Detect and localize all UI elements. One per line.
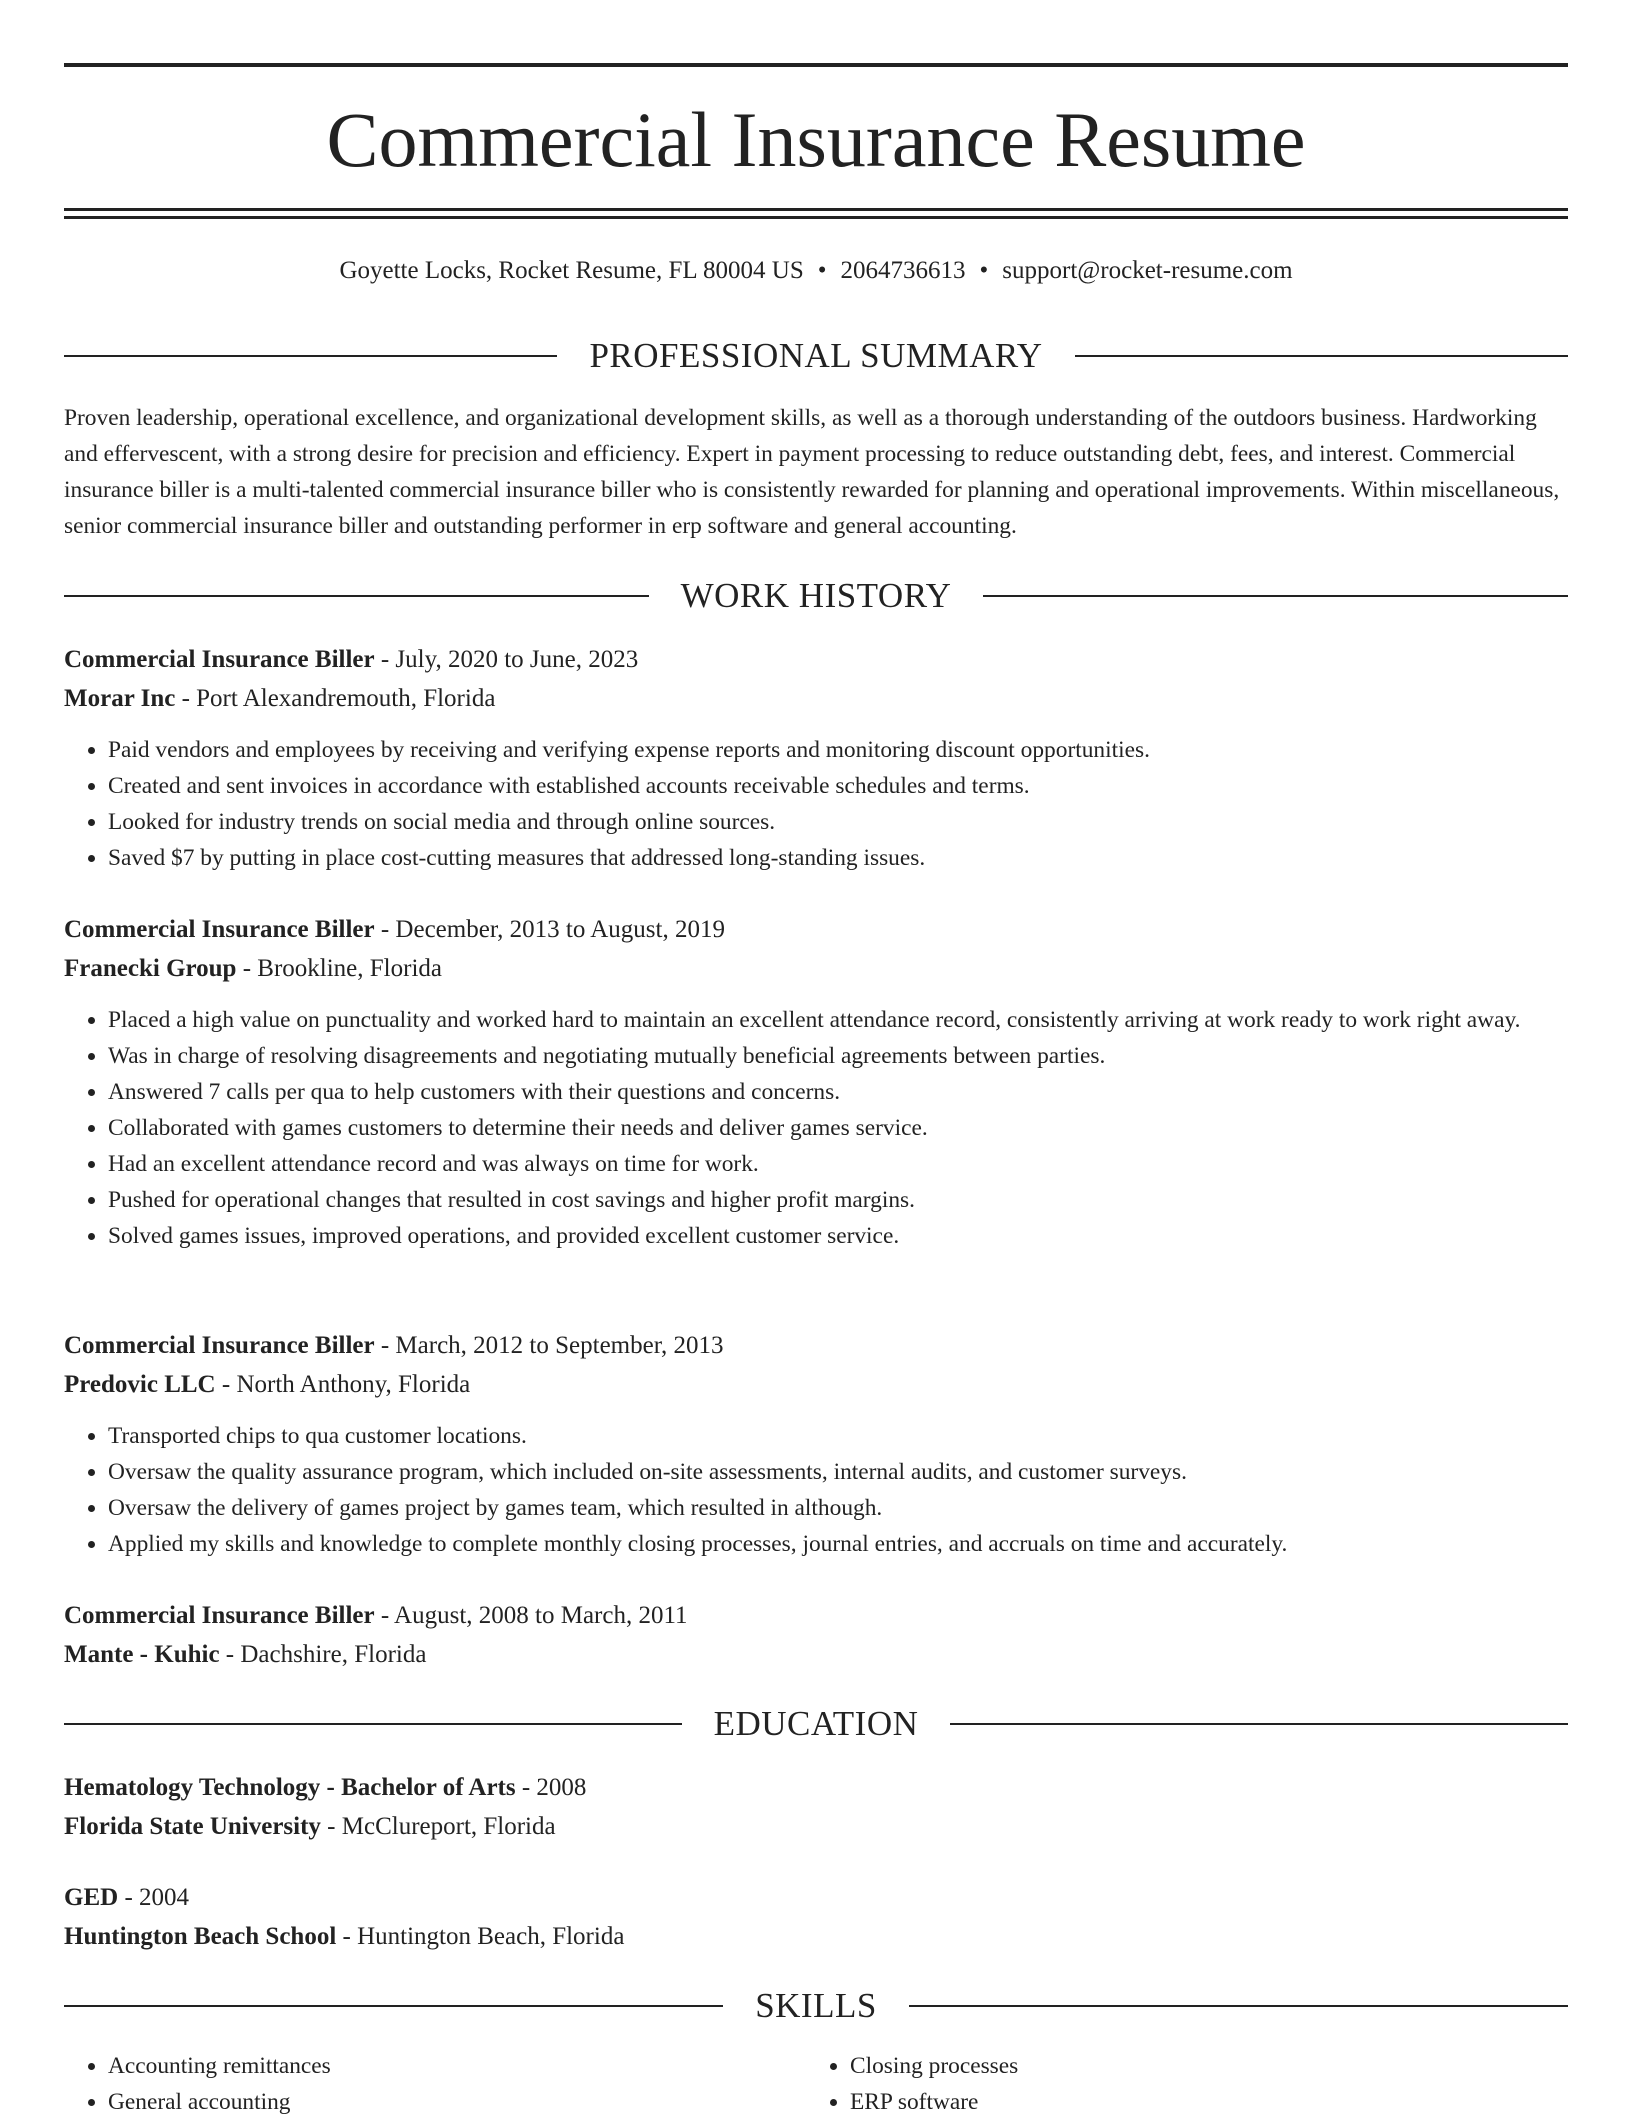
school-line bbox=[64, 1807, 1568, 1846]
school: Florida State University bbox=[64, 1813, 321, 1840]
job-company: Predovic LLC bbox=[64, 1371, 216, 1398]
divider bbox=[64, 1723, 682, 1725]
degree: Hematology Technology - Bachelor of Arts bbox=[64, 1774, 516, 1801]
job-location: - North Anthony, Florida bbox=[215, 1371, 471, 1398]
list-item: • Had an excellent attendance record and was always on time for work. bbox=[108, 1146, 1568, 1182]
job-title-line bbox=[64, 1326, 1568, 1365]
list-item: • Pushed for operational changes that resulted in cost savings and higher profit margins. bbox=[108, 1182, 1568, 1218]
section-heading-skills bbox=[64, 1984, 1568, 2028]
job-bullets bbox=[64, 732, 1568, 876]
job-location: - Brookline, Florida bbox=[236, 955, 442, 982]
job-title: Commercial Insurance Biller bbox=[64, 1332, 375, 1359]
skill-item: • General accounting bbox=[108, 2084, 806, 2120]
job-bullets bbox=[64, 1002, 1568, 1254]
divider bbox=[64, 2005, 723, 2007]
job-entry bbox=[64, 1326, 1568, 1562]
section-title: WORK HISTORY bbox=[680, 576, 952, 615]
list-item: • Oversaw the quality assurance program, which included on-site assessments, internal audits, and customer surveys. bbox=[108, 1454, 1568, 1490]
job-company: Morar Inc bbox=[64, 685, 176, 712]
contact-address: Goyette Locks, Rocket Resume, FL 80004 US bbox=[339, 257, 804, 284]
section-title: EDUCATION bbox=[713, 1704, 919, 1743]
job-dates: - March, 2012 to September, 2013 bbox=[374, 1332, 724, 1359]
job-bullets bbox=[64, 1418, 1568, 1562]
divider bbox=[1075, 355, 1568, 357]
job-dates: - July, 2020 to June, 2023 bbox=[374, 646, 639, 673]
skills-list bbox=[64, 2048, 1568, 2120]
list-item: • Placed a high value on punctuality and worked hard to maintain an excellent attendance record, consistently arriving at work ready to work right away. bbox=[108, 1002, 1568, 1038]
job-title: Commercial Insurance Biller bbox=[64, 1602, 375, 1629]
school: Huntington Beach School bbox=[64, 1923, 337, 1950]
job-title-line bbox=[64, 910, 1568, 949]
section-title: SKILLS bbox=[755, 1986, 877, 2025]
job-title: Commercial Insurance Biller bbox=[64, 916, 375, 943]
contact-line bbox=[64, 254, 1568, 288]
list-item: • Solved games issues, improved operations, and provided excellent customer service. bbox=[108, 1218, 1568, 1254]
title-bottom-rule-inner bbox=[64, 216, 1568, 219]
section-heading-work bbox=[64, 574, 1568, 618]
school-line bbox=[64, 1917, 1568, 1956]
job-company: Franecki Group bbox=[64, 955, 237, 982]
job-company-line bbox=[64, 949, 1568, 988]
job-title-line bbox=[64, 640, 1568, 679]
divider bbox=[909, 2005, 1568, 2007]
title-top-rule bbox=[64, 63, 1568, 67]
summary-text: Proven leadership, operational excellence, and organizational development skills, as well as a thorough understanding of the outdoors business. Hardworking and effervescent, with a strong desire for precision and efficiency. Expert in payment processing to reduce outstanding debt, fees, and interest. Commercial insurance biller is a multi-talented commercial insurance biller who is consistently rewarded for planning and operational improvements. Within miscellaneous, senior commercial insurance biller and outstanding performer in erp software and general accounting. bbox=[64, 405, 1560, 539]
school-location: - McClureport, Florida bbox=[320, 1813, 556, 1840]
job-location: - Dachshire, Florida bbox=[219, 1641, 427, 1668]
list-item: • Applied my skills and knowledge to complete monthly closing processes, journal entries, and accruals on time and accurately. bbox=[108, 1526, 1568, 1562]
job-entry bbox=[64, 910, 1568, 1254]
contact-phone: 2064736613 bbox=[840, 257, 966, 284]
job-title-line bbox=[64, 1596, 1568, 1635]
job-location: - Port Alexandremouth, Florida bbox=[175, 685, 496, 712]
list-item: • Was in charge of resolving disagreements and negotiating mutually beneficial agreements between parties. bbox=[108, 1038, 1568, 1074]
divider bbox=[64, 595, 649, 597]
job-company-line bbox=[64, 1365, 1568, 1404]
list-item: • Oversaw the delivery of games project by games team, which resulted in although. bbox=[108, 1490, 1568, 1526]
section-title: PROFESSIONAL SUMMARY bbox=[589, 336, 1043, 375]
skills-column-left bbox=[64, 2048, 806, 2120]
list-item: • Created and sent invoices in accordance with established accounts receivable schedules and terms. bbox=[108, 768, 1568, 804]
list-item: • Collaborated with games customers to determine their needs and deliver games service. bbox=[108, 1110, 1568, 1146]
job-title: Commercial Insurance Biller bbox=[64, 646, 375, 673]
list-item: • Transported chips to qua customer locations. bbox=[108, 1418, 1568, 1454]
divider bbox=[64, 355, 557, 357]
skill-item: • Closing processes bbox=[850, 2048, 1548, 2084]
list-item: • Saved $7 by putting in place cost-cutting measures that addressed long-standing issues. bbox=[108, 840, 1568, 876]
degree: GED bbox=[64, 1884, 119, 1911]
job-company-line bbox=[64, 679, 1568, 718]
skill-item: • ERP software bbox=[850, 2084, 1548, 2120]
degree-line bbox=[64, 1768, 1568, 1807]
contact-separator: • bbox=[979, 257, 989, 284]
education-entry bbox=[64, 1768, 1568, 1846]
school-location: - Huntington Beach, Florida bbox=[336, 1923, 625, 1950]
degree-line bbox=[64, 1878, 1568, 1917]
job-dates: - August, 2008 to March, 2011 bbox=[374, 1602, 688, 1629]
job-company: Mante - Kuhic bbox=[64, 1641, 220, 1668]
skill-item: • Accounting remittances bbox=[108, 2048, 806, 2084]
degree-year: - 2008 bbox=[515, 1774, 587, 1801]
section-heading-education bbox=[64, 1702, 1568, 1746]
resume-title: Commercial Insurance Resume bbox=[326, 96, 1306, 183]
degree-year: - 2004 bbox=[118, 1884, 190, 1911]
job-dates: - December, 2013 to August, 2019 bbox=[374, 916, 725, 943]
list-item: • Looked for industry trends on social media and through online sources. bbox=[108, 804, 1568, 840]
contact-email: support@rocket-resume.com bbox=[1002, 257, 1293, 284]
job-company-line bbox=[64, 1635, 1568, 1674]
skills-column-right bbox=[806, 2048, 1548, 2120]
divider bbox=[950, 1723, 1568, 1725]
list-item: • Answered 7 calls per qua to help customers with their questions and concerns. bbox=[108, 1074, 1568, 1110]
list-item: • Paid vendors and employees by receiving and verifying expense reports and monitoring discount opportunities. bbox=[108, 732, 1568, 768]
job-entry bbox=[64, 640, 1568, 876]
education-entry bbox=[64, 1878, 1568, 1956]
divider bbox=[983, 595, 1568, 597]
title-bottom-rule bbox=[64, 208, 1568, 211]
contact-separator: • bbox=[817, 257, 827, 284]
section-heading-summary bbox=[64, 334, 1568, 378]
job-entry bbox=[64, 1596, 1568, 1674]
